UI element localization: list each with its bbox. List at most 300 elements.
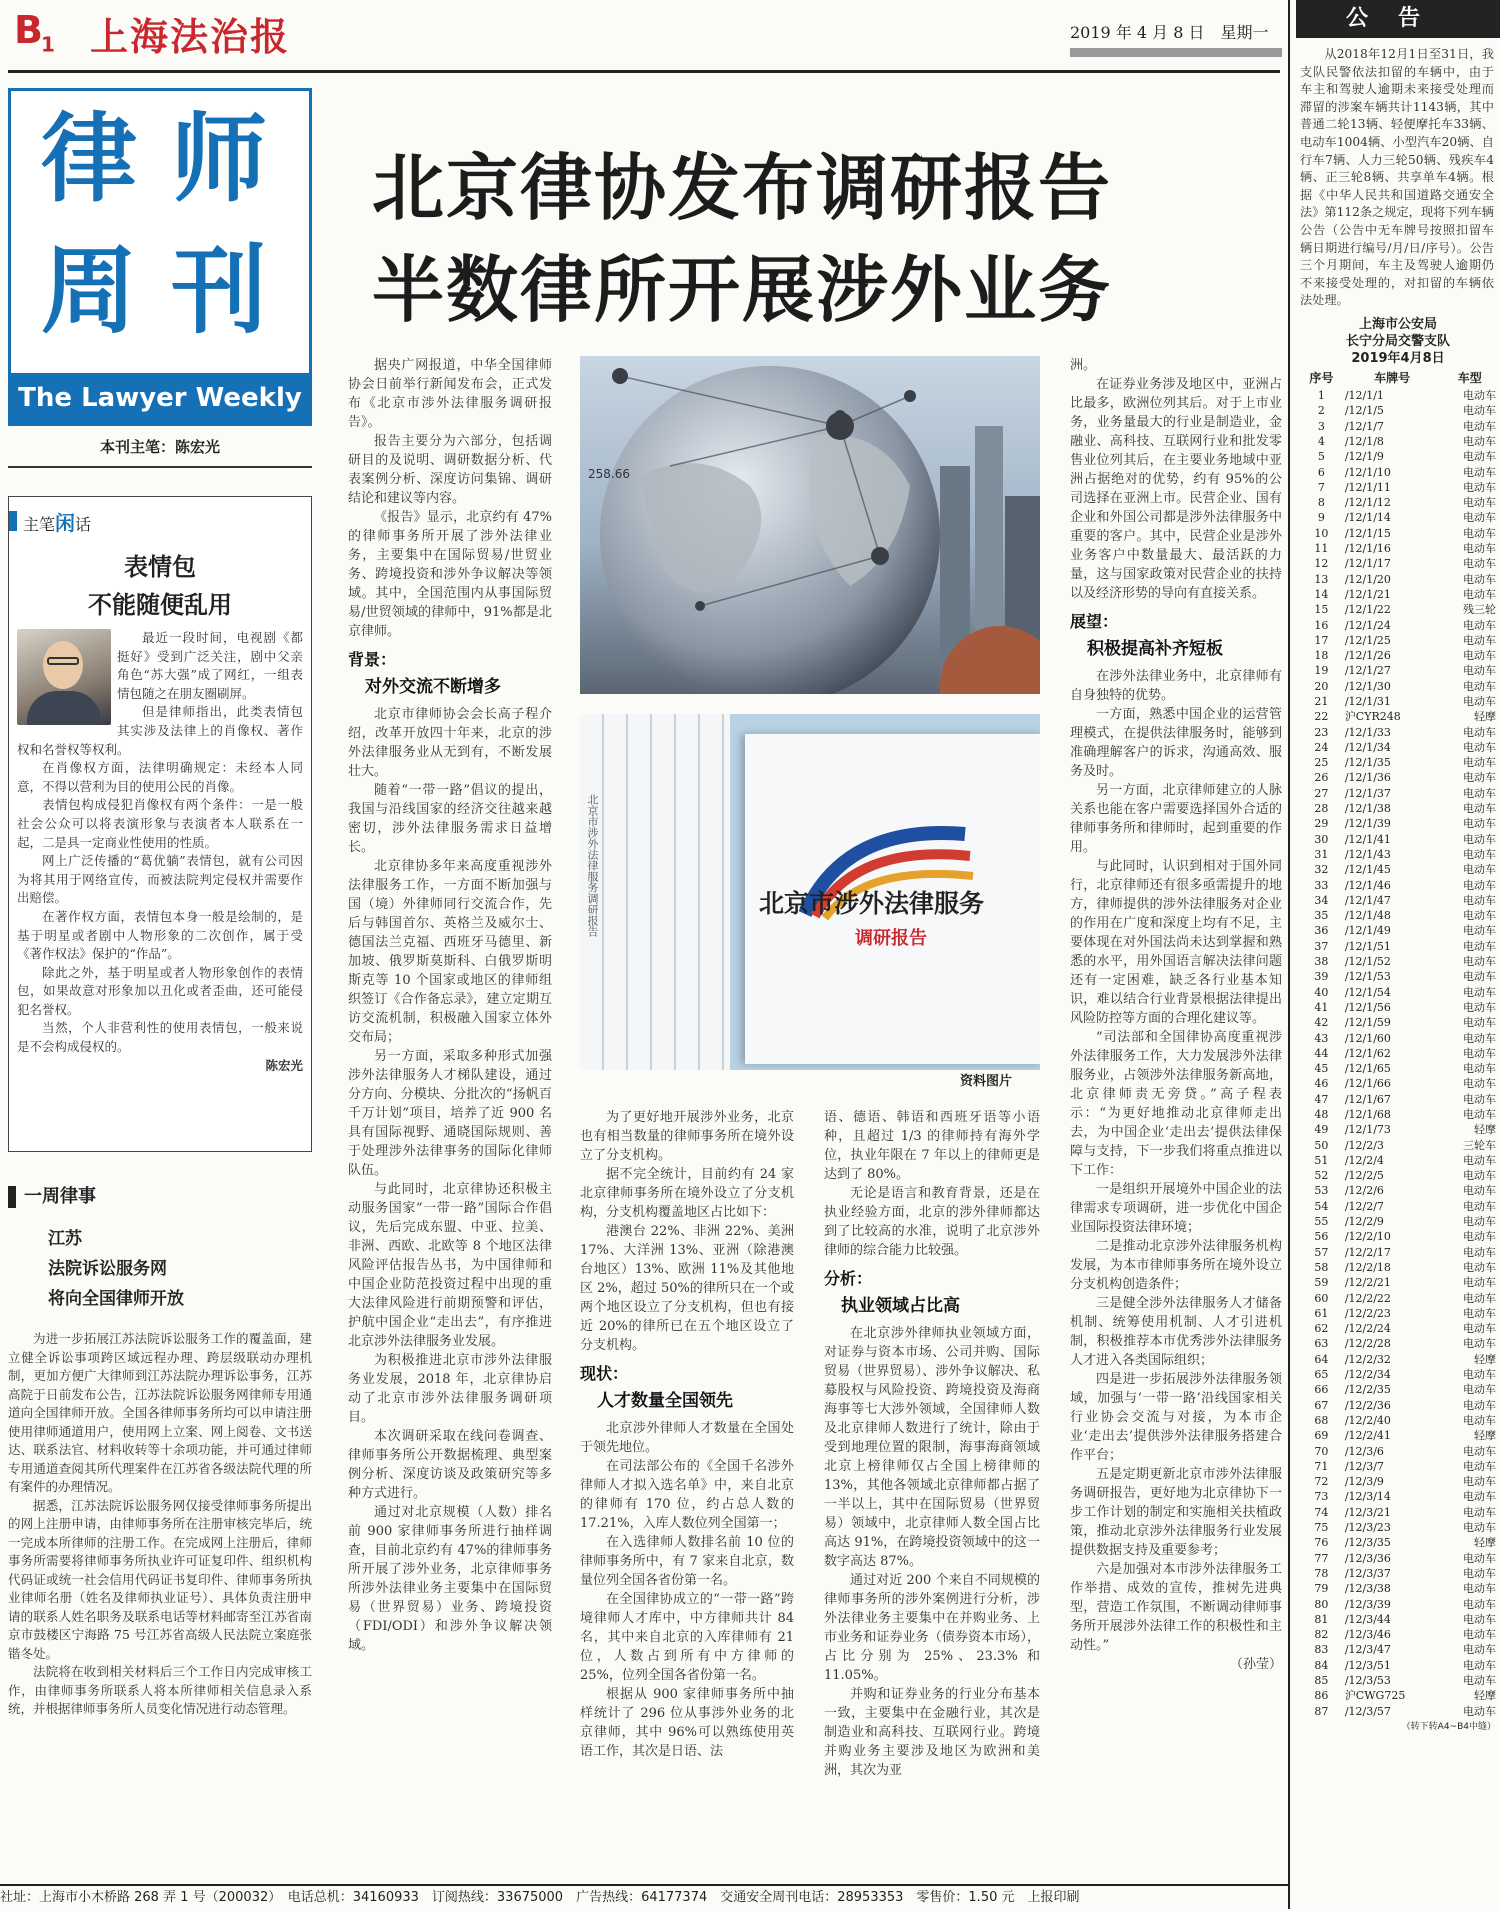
table-cell: 电动车 (1463, 1031, 1496, 1045)
weekly-news-para: 为进一步拓展江苏法院诉讼服务工作的覆盖面，建立健全诉讼事项跨区域远程办理、跨层级联动办理机制，更加方便广大律师到江苏法院办理诉讼事务，江苏高院于日前发布公告，江苏法院诉讼服务网律师专用通道向全国律师开放。全国各律师事务所均可以申请注册使用律师通道用户，使用网上立案、网上阅卷、文书送达、联系法官、材料收转等十余项功能，并可通过律师专用通道查阅其所代理案件在江苏省各级法院代理的所有案件的办理情况。 (8, 1331, 312, 1494)
editorial-body (17, 629, 303, 1075)
table-cell: 沪CYR248 (1344, 710, 1401, 724)
table-row (1300, 1275, 1498, 1290)
table-cell: 电动车 (1463, 480, 1496, 494)
table-row (1300, 1489, 1498, 1504)
table-row (1300, 1336, 1498, 1351)
table-cell: 电动车 (1463, 1643, 1496, 1657)
table-cell: /12/1/12 (1344, 496, 1391, 510)
table-cell: 47 (1314, 1092, 1329, 1106)
weekly-news-para: 据悉，江苏法院诉讼服务网仅接受律师事务所提出的网上注册申请，由律师事务所在注册审核完毕后，统一完成本所律师的注册工作。在完成网上注册后，律师事务所需要将律师事务所执业许可证复印件、组织机构代码证或统一社会信用代码证书复印件、律师事务所执业律师名册（姓名及律师执业证号）、具体负责注册申请的联系人姓名职务及联系电话等材料邮寄至江苏省南京市鼓楼区宁海路 75 号江苏省高级人民法院立案庭张锴冬处。 (8, 1497, 312, 1661)
table-cell: 电动车 (1463, 1490, 1496, 1504)
table-cell: 电动车 (1463, 771, 1496, 785)
article-para: 在司法部公布的《全国千名涉外律师人才拟入选名单》中，来自北京的律师有 170 位，约占总人数的 17.21%，入库人数位列全国第一； (580, 1459, 794, 1531)
table-cell: 76 (1314, 1536, 1329, 1550)
table-cell: 电动车 (1463, 1521, 1496, 1535)
table-cell: 42 (1314, 1016, 1329, 1030)
table-cell: 71 (1314, 1459, 1329, 1473)
table-cell: 20 (1314, 679, 1329, 693)
table-cell: 33 (1314, 878, 1329, 892)
table-row (1300, 862, 1498, 877)
chief-editor: 本刊主笔：陈宏光 (99, 438, 220, 456)
table-row (1300, 984, 1498, 999)
table-cell: /12/2/40 (1344, 1413, 1391, 1427)
table-cell: 电动车 (1463, 664, 1496, 678)
table-cell: 电动车 (1463, 1245, 1496, 1259)
table-cell: 电动车 (1463, 511, 1496, 525)
table-cell: 78 (1314, 1566, 1329, 1580)
table-cell: 68 (1314, 1413, 1329, 1427)
table-cell: 电动车 (1463, 434, 1496, 448)
article-col-2 (580, 1108, 794, 1882)
table-cell: 55 (1314, 1215, 1329, 1229)
table-cell: 电动车 (1463, 1046, 1496, 1060)
page-number: $B_1$ (14, 8, 53, 57)
table-row (1300, 786, 1498, 801)
article-para: 三是健全涉外法律服务人才储备机制、统筹使用机制、人才引进机制，积极推荐本市优秀涉外法律服务人才进入各类国际组织； (1070, 1296, 1282, 1368)
table-cell: /12/2/10 (1344, 1230, 1391, 1244)
table-row (1300, 893, 1498, 908)
table-cell: 电动车 (1463, 909, 1496, 923)
table-cell: 电动车 (1463, 1184, 1496, 1198)
table-cell: /12/1/56 (1344, 1000, 1391, 1014)
table-cell: 70 (1314, 1444, 1329, 1458)
table-cell: 30 (1314, 832, 1329, 846)
article-para: 另一方面，北京律师建立的人脉关系也能在客户需要选择国外合适的律师事务所和律师时，起到重要的作用。 (1070, 783, 1282, 855)
table-cell: 电动车 (1463, 1230, 1496, 1244)
table-cell: 24 (1314, 740, 1329, 754)
table-cell: /12/2/9 (1344, 1215, 1384, 1229)
table-cell: /12/2/34 (1344, 1368, 1391, 1382)
table-row (1300, 1459, 1498, 1474)
table-cell: /12/3/38 (1344, 1582, 1391, 1596)
notice-title: 公告 (1296, 0, 1500, 38)
table-cell: /12/1/20 (1344, 572, 1391, 586)
table-cell: 28 (1314, 802, 1329, 816)
table-cell: /12/1/16 (1344, 542, 1391, 556)
article-para: 北京律协多年来高度重视涉外法律服务工作，一方面不断加强与国（境）外律师同行交流合作，先后与韩国首尔、英格兰及威尔士、德国法兰克福、西班牙马德里、新加坡、俄罗斯莫斯科、白俄罗斯明斯克等 10 个国家或地区的律师组织签订《合作备忘录》，建立定期互访交流机制，积极融入国家立体外交布局； (348, 859, 552, 1045)
table-cell: 61 (1314, 1306, 1329, 1320)
table-cell: 电动车 (1463, 970, 1496, 984)
table-cell: 12 (1314, 557, 1329, 571)
table-cell: /12/3/23 (1344, 1521, 1391, 1535)
table-cell: 电动车 (1463, 557, 1496, 571)
table-cell: 电动车 (1463, 1444, 1496, 1458)
table-row (1300, 1229, 1498, 1244)
table-cell: 电动车 (1463, 649, 1496, 663)
table-cell: 电动车 (1463, 419, 1496, 433)
table-cell: 电动车 (1463, 1108, 1496, 1121)
article-para: 本次调研采取在线问卷调查、律师事务所公开数据梳理、典型案例分析、深度访谈及政策研究等多种方式进行。 (348, 1429, 552, 1501)
table-cell: 电动车 (1463, 740, 1496, 754)
table-cell: /12/1/41 (1344, 832, 1391, 846)
subhead-background: 背景： (348, 650, 397, 669)
table-cell: /12/1/37 (1344, 786, 1391, 800)
subhead-analysis-title: 执业领域占比高 (841, 1296, 960, 1316)
table-cell: /12/1/38 (1344, 802, 1391, 816)
table-cell: 电动车 (1463, 587, 1496, 601)
table-cell: 16 (1314, 618, 1329, 632)
table-header: 车型 (1457, 370, 1482, 385)
headline-line2: 半数律所开展涉外业务 (372, 248, 1113, 332)
table-cell: /12/2/28 (1344, 1337, 1391, 1351)
table-cell: 电动车 (1463, 1077, 1496, 1091)
table-row (1300, 449, 1498, 464)
article-para: 报告主要分为六部分，包括调研目的及说明、调研数据分析、代表案例分析、深度访问集锦、调研结论和建议等内容。 (348, 434, 552, 506)
article-para: 一方面，熟悉中国企业的运营管理模式，在提供法律服务时，能够到准确理解客户的诉求，沟通高效、服务及时。 (1070, 707, 1282, 779)
table-cell: /12/1/67 (1344, 1092, 1391, 1106)
article-para: 一是组织开展境外中国企业的法律需求专项调研，进一步优化中国企业国际投资法律环境； (1070, 1182, 1282, 1235)
table-row (1300, 1245, 1498, 1260)
article-col-3 (824, 1108, 1040, 1882)
table-cell: 82 (1314, 1628, 1329, 1642)
table-row (1300, 969, 1498, 984)
table-cell: 75 (1314, 1521, 1329, 1535)
table-row (1300, 434, 1498, 449)
article-para: 在全国律协成立的“一带一路”跨境律师人才库中，中方律师共计 84 名，其中来自北京的入库律师有 21 位，人数占到所有中方律师的 25%，位列全国各省份第一名。 (580, 1592, 794, 1683)
table-cell: 4 (1317, 434, 1325, 448)
notice-divider (1288, 0, 1290, 1909)
table-cell: 轻摩 (1474, 1429, 1496, 1443)
table-cell: /12/1/73 (1344, 1123, 1391, 1137)
editorial-tag: 主笔闲话 (23, 511, 92, 535)
table-row (1300, 1290, 1498, 1305)
article-para: 据不完全统计，目前约有 24 家北京律师事务所在境外设立了分支机构，分支机构覆盖地区占比如下： (580, 1167, 794, 1220)
table-header: 车牌号 (1374, 370, 1411, 385)
table-cell: 电动车 (1463, 893, 1496, 907)
table-cell: /12/1/66 (1344, 1077, 1391, 1091)
table-cell: 35 (1314, 909, 1329, 923)
table-cell: /12/1/17 (1344, 557, 1391, 571)
table-row (1300, 1183, 1498, 1198)
table-cell: 81 (1314, 1612, 1329, 1626)
table-cell: /12/1/30 (1344, 679, 1391, 693)
column-english: The Lawyer Weekly (11, 373, 309, 423)
table-row (1300, 1306, 1498, 1321)
subhead-background-title: 对外交流不断增多 (365, 677, 501, 697)
table-cell: 电动车 (1463, 985, 1496, 999)
table-row (1300, 1474, 1498, 1489)
vehicle-table (1300, 367, 1498, 1719)
table-cell: 电动车 (1463, 1169, 1496, 1183)
date-bar (1070, 48, 1282, 57)
table-cell: 电动车 (1463, 542, 1496, 556)
table-cell: 电动车 (1463, 1276, 1496, 1290)
table-cell: 44 (1314, 1046, 1329, 1060)
article-para: 《报告》显示，北京约有 47%的律师事务所开展了涉外法律业务，主要集中在国际贸易/世贸业务、跨境投资和涉外争议解决等领域。其中，全国范围内从事国际贸易/世贸领域的律师中，91%都是北京律师。 (348, 510, 552, 639)
table-cell: 电动车 (1463, 1199, 1496, 1213)
table-row (1300, 419, 1498, 434)
article-col-1 (348, 356, 552, 1882)
table-cell: 15 (1314, 603, 1329, 617)
table-cell: /12/2/35 (1344, 1383, 1391, 1397)
table-cell: 21 (1314, 694, 1329, 708)
article-para: 五是定期更新北京市涉外法律服务调研报告，更好地为北京律协下一步工作计划的制定和实施相关扶植政策，推动北京涉外法律服务行业发展提供数据支持及重要参考； (1070, 1467, 1282, 1558)
table-cell: 85 (1314, 1673, 1329, 1687)
table-row (1300, 1046, 1498, 1061)
table-cell: 50 (1314, 1138, 1329, 1152)
table-row (1300, 1030, 1498, 1045)
table-cell: 27 (1314, 786, 1329, 800)
table-cell: 11 (1314, 542, 1329, 556)
table-cell: 电动车 (1463, 496, 1496, 510)
article-para: 与此同时，认识到相对于国外同行，北京律师还有很多亟需提升的地方，律师提供的涉外法律服务对企业的作用在广度和深度上均有不足，主要体现在对外国法尚未达到掌握和熟悉的水平，用外国语言解决法律问题还有一定困难，缺乏各行业基本知识，难以结合行业背景根据法律提出风险防控等方面的合理化建议等。 (1070, 859, 1282, 1026)
table-cell: 60 (1314, 1291, 1329, 1305)
table-cell: /12/1/46 (1344, 878, 1391, 892)
table-cell: /12/3/21 (1344, 1505, 1391, 1519)
table-cell: /12/1/51 (1344, 939, 1391, 953)
table-cell: 51 (1314, 1153, 1329, 1167)
table-cell: /12/2/23 (1344, 1306, 1391, 1320)
article-para: “司法部和全国律协高度重视涉外法律服务工作，大力发展涉外法律服务业，占领涉外法律服务新高地，北京律师责无旁贷。”高子程表示：“为更好地推动北京律师走出去，为中国企业‘走出去’提供法律保障与支持，下一步我们将重点推进以下工作： (1070, 1030, 1282, 1178)
table-cell: 电动车 (1463, 1505, 1496, 1519)
table-cell: /12/3/44 (1344, 1612, 1391, 1626)
table-cell: /12/1/27 (1344, 664, 1391, 678)
footer-info: 社址：上海市小木桥路 268 弄 1 号（200032） 电话总机：34160933 订阅热线：33675000 广告热线：64177374 交通安全周刊电话：28953353 零售价：1.50 元 上报印刷 (0, 1884, 1288, 1911)
table-cell: /12/1/53 (1344, 970, 1391, 984)
table-row (1300, 1015, 1498, 1030)
table-cell: 2 (1317, 404, 1325, 418)
table-cell: /12/1/8 (1344, 434, 1384, 448)
paper-name: 上海法治报 (90, 14, 291, 59)
table-cell: 电动车 (1463, 679, 1496, 693)
table-cell: 电动车 (1463, 1322, 1496, 1336)
headline-line1: 北京律协发布调研报告 (372, 146, 1113, 230)
article-para: 四是进一步拓展涉外法律服务领域，加强与‘一带一路’沿线国家相关行业协会交流与对接，为本市企业‘走出去’提供涉外法律服务搭建合作平台； (1070, 1372, 1282, 1463)
table-cell: /12/2/21 (1344, 1276, 1391, 1290)
table-row (1300, 1137, 1498, 1152)
table-cell: /12/2/7 (1344, 1199, 1384, 1213)
table-cell: 66 (1314, 1383, 1329, 1397)
table-row (1300, 1596, 1498, 1611)
table-cell: 45 (1314, 1062, 1329, 1076)
weekly-news-para: 法院将在收到相关材料后三个工作日内完成审核工作，由律师事务所联系人将本所律师相关信息录入系统，并根据律师事务所人员变化情况进行动态管理。 (8, 1664, 312, 1716)
article-para: 为积极推进北京市涉外法律服务业发展，2018 年，北京律协启动了北京市涉外法律服务调研项目。 (348, 1353, 552, 1425)
table-cell: 电动车 (1463, 863, 1496, 877)
table-cell: 32 (1314, 863, 1329, 877)
table-cell: 54 (1314, 1199, 1329, 1213)
table-cell: /12/2/3 (1344, 1138, 1384, 1152)
weekly-news (8, 1186, 312, 1880)
table-cell: 电动车 (1463, 465, 1496, 479)
table-cell: /12/3/35 (1344, 1536, 1391, 1550)
table-cell: 14 (1314, 587, 1329, 601)
editorial-para: 最近一段时间，电视剧《都挺好》受到广泛关注，剧中父亲角色“苏大强”成了网红，一组表情包随之在朋友圈刷屏。 (117, 630, 303, 701)
table-cell: /12/1/24 (1344, 618, 1391, 632)
table-cell: 电动车 (1463, 725, 1496, 739)
table-cell: 电动车 (1463, 1566, 1496, 1580)
article-para: 无论是语言和教育背景，还是在执业经验方面，北京的涉外律师都达到了比较高的水准，说明了北京涉外律师的综合能力比较强。 (824, 1186, 1040, 1258)
table-cell: 电动车 (1463, 1368, 1496, 1382)
table-cell: 79 (1314, 1582, 1329, 1596)
table-row (1300, 709, 1498, 724)
table-cell: /12/3/53 (1344, 1673, 1391, 1687)
editorial-para: 在著作权方面，表情包本身一般是绘制的，是基于明星或者剧中人物形象的二次创作，属于受《著作权法》保护的“作品”。 (17, 908, 303, 962)
table-cell: /12/3/37 (1344, 1566, 1391, 1580)
editorial-title2: 不能随便乱用 (88, 591, 232, 619)
table-cell: 22 (1314, 710, 1329, 724)
table-cell: /12/1/1 (1344, 389, 1384, 403)
table-cell: /12/2/4 (1344, 1153, 1384, 1167)
table-row (1300, 939, 1498, 954)
table-cell: 电动车 (1463, 1306, 1496, 1320)
table-cell: 57 (1314, 1245, 1329, 1259)
table-row (1300, 801, 1498, 816)
table-cell: 73 (1314, 1490, 1329, 1504)
table-cell: 电动车 (1463, 1551, 1496, 1565)
article-para: 通过对北京规模（人数）排名前 900 家律师事务所进行抽样调查，目前北京约有 47%的律师事务所开展了涉外业务，北京律师事务所涉外法律业务主要集中在国际贸易（世界贸易）业务、跨境投资（FDI/ODI）和涉外争议解决领域。 (348, 1505, 552, 1653)
report-cover (745, 734, 1040, 1064)
table-row (1300, 1122, 1498, 1137)
table-cell: 1 (1317, 389, 1325, 403)
table-cell: 19 (1314, 664, 1329, 678)
table-cell: 电动车 (1463, 694, 1496, 708)
weekly-news-body (8, 1330, 312, 1719)
article-para: 据央广网报道，中华全国律师协会日前举行新闻发布会，正式发布《北京市涉外法律服务调研报告》。 (348, 358, 552, 430)
table-row (1300, 1398, 1498, 1413)
table-cell: 23 (1314, 725, 1329, 739)
table-cell: 电动车 (1463, 1628, 1496, 1642)
notice-signature: 上海市公安局 长宁分局交警支队 2019年4月8日 (1345, 316, 1450, 366)
globe-illustration (580, 356, 1040, 694)
table-cell: /12/2/6 (1344, 1184, 1384, 1198)
table-cell: 电动车 (1463, 832, 1496, 846)
table-cell: 电动车 (1463, 802, 1496, 816)
table-cell: /12/1/49 (1344, 924, 1391, 938)
table-row (1300, 1505, 1498, 1520)
table-row (1300, 923, 1498, 938)
table-cell: 38 (1314, 955, 1329, 969)
table-cell: /12/1/62 (1344, 1046, 1391, 1060)
subhead-analysis: 分析： (824, 1269, 873, 1288)
table-cell: 41 (1314, 1000, 1329, 1014)
table-cell: 电动车 (1463, 1612, 1496, 1626)
table-cell: /12/3/46 (1344, 1628, 1391, 1642)
table-cell: 电动车 (1463, 1413, 1496, 1427)
left-rule (8, 466, 312, 468)
subhead-outlook-title: 积极提高补齐短板 (1087, 639, 1223, 659)
table-cell: 83 (1314, 1643, 1329, 1657)
table-cell: 电动车 (1463, 450, 1496, 464)
article-col-4 (1070, 356, 1282, 1882)
table-cell: 轻摩 (1474, 1352, 1496, 1366)
table-row (1300, 617, 1498, 632)
table-cell: 电动车 (1463, 1673, 1496, 1687)
table-row (1300, 480, 1498, 495)
table-cell: 56 (1314, 1230, 1329, 1244)
table-cell: 电动车 (1463, 1398, 1496, 1412)
table-cell: 电动车 (1463, 1459, 1496, 1473)
table-cell: /12/1/52 (1344, 955, 1391, 969)
notice-column (1296, 0, 1500, 1909)
table-cell: 电动车 (1463, 1337, 1496, 1351)
report-spines: 北京市涉外法律服务调研报告 (580, 714, 730, 1070)
table-cell: 67 (1314, 1398, 1329, 1412)
subhead-outlook: 展望： (1070, 612, 1119, 631)
report-photo (580, 714, 1040, 1070)
table-cell: 49 (1314, 1123, 1329, 1137)
table-cell: 74 (1314, 1505, 1329, 1519)
table-row (1300, 403, 1498, 418)
subhead-status-title: 人才数量全国领先 (597, 1391, 733, 1411)
article-para: 与此同时，北京律协还积极主动服务国家“一带一路”国际合作倡议，先后完成东盟、中亚、拉美、非洲、西欧、北欧等 8 个地区法律风险评估报告丛书，为中国律师和中国企业防范投资过程中出现的重大法律风险进行前期预警和评估，护航中国企业“走出去”，有序推进北京涉外法律服务业发展。 (348, 1182, 552, 1349)
table-cell: 72 (1314, 1475, 1329, 1489)
table-row (1300, 1428, 1498, 1443)
subhead-status: 现状： (580, 1364, 629, 1383)
table-cell: 3 (1317, 419, 1325, 433)
table-cell: 80 (1314, 1597, 1329, 1611)
table-cell: 沪CWG725 (1344, 1689, 1406, 1703)
table-cell: 84 (1314, 1658, 1329, 1672)
table-row (1300, 1535, 1498, 1550)
table-cell: /12/1/47 (1344, 893, 1391, 907)
photo-caption: 资料图片 (960, 1074, 1013, 1089)
table-row (1300, 1673, 1498, 1688)
table-row (1300, 679, 1498, 694)
table-cell: 9 (1317, 511, 1325, 525)
table-cell: /12/1/48 (1344, 909, 1391, 923)
table-cell: /12/1/35 (1344, 756, 1391, 770)
table-cell: /12/3/57 (1344, 1704, 1391, 1718)
table-cell: 电动车 (1463, 1658, 1496, 1672)
table-cell: 86 (1314, 1689, 1329, 1703)
table-row (1300, 1382, 1498, 1397)
table-cell: /12/1/54 (1344, 985, 1391, 999)
table-cell: 18 (1314, 649, 1329, 663)
article-para: 洲。 (1070, 358, 1097, 373)
table-cell: /12/3/51 (1344, 1658, 1391, 1672)
report-title: 北京市涉外法律服务 (759, 889, 985, 918)
table-header: 序号 (1309, 370, 1334, 385)
editorial-box (8, 496, 312, 1152)
table-row (1300, 1153, 1498, 1168)
table-row (1300, 1520, 1498, 1535)
table-cell: 48 (1314, 1108, 1329, 1121)
table-cell: 13 (1314, 572, 1329, 586)
table-cell: 63 (1314, 1337, 1329, 1351)
table-row (1300, 1260, 1498, 1275)
table-cell: /12/1/60 (1344, 1031, 1391, 1045)
table-row (1300, 495, 1498, 510)
table-row (1300, 1092, 1498, 1107)
table-cell: /12/1/33 (1344, 725, 1391, 739)
table-row (1300, 648, 1498, 663)
article-para: 在证券业务涉及地区中，亚洲占比最多，欧洲位列其后。对于上市业务，业务量最大的行业是制造业，金融业、高科技、互联网行业和批发零售业位列其后，在主要业务地域中亚洲占据绝对的优势，约有 95%的公司选择在亚洲上市。民营企业、国有企业和外国公司都是涉外法律服务中重要的客户。其中，民营企业是涉外业务客户中数量最大、最活跃的力量，这与国家政策对民营企业的扶持以及经济形势的导向有直接关系。 (1070, 377, 1282, 601)
article-para: 在涉外法律业务中，北京律师有自身独特的优势。 (1070, 669, 1282, 703)
editorial-para: 但是律师指出，此类表情包其实涉及法律上的肖像权、著作权和名誉权等权利。 (17, 704, 303, 757)
table-cell: 31 (1314, 847, 1329, 861)
table-cell: 电动车 (1463, 1582, 1496, 1596)
table-cell: 53 (1314, 1184, 1329, 1198)
table-row (1300, 1627, 1498, 1642)
table-cell: 电动车 (1463, 1475, 1496, 1489)
table-cell: 39 (1314, 970, 1329, 984)
editorial-author: 陈宏光 (265, 1057, 303, 1073)
table-cell: 64 (1314, 1352, 1329, 1366)
table-cell: 52 (1314, 1169, 1329, 1183)
table-cell: 电动车 (1463, 817, 1496, 831)
table-cell: /12/1/11 (1344, 480, 1391, 494)
table-cell: 17 (1314, 633, 1329, 647)
table-cell: 电动车 (1463, 1016, 1496, 1030)
editorial-para: 当然，个人非营利性的使用表情包，一般来说是不会构成侵权的。 (17, 1020, 303, 1055)
column-char: 律 (41, 103, 137, 215)
table-cell: 43 (1314, 1031, 1329, 1045)
table-cell: /12/3/14 (1344, 1490, 1391, 1504)
table-cell: 电动车 (1463, 786, 1496, 800)
table-row (1300, 908, 1498, 923)
table-cell: 电动车 (1463, 924, 1496, 938)
